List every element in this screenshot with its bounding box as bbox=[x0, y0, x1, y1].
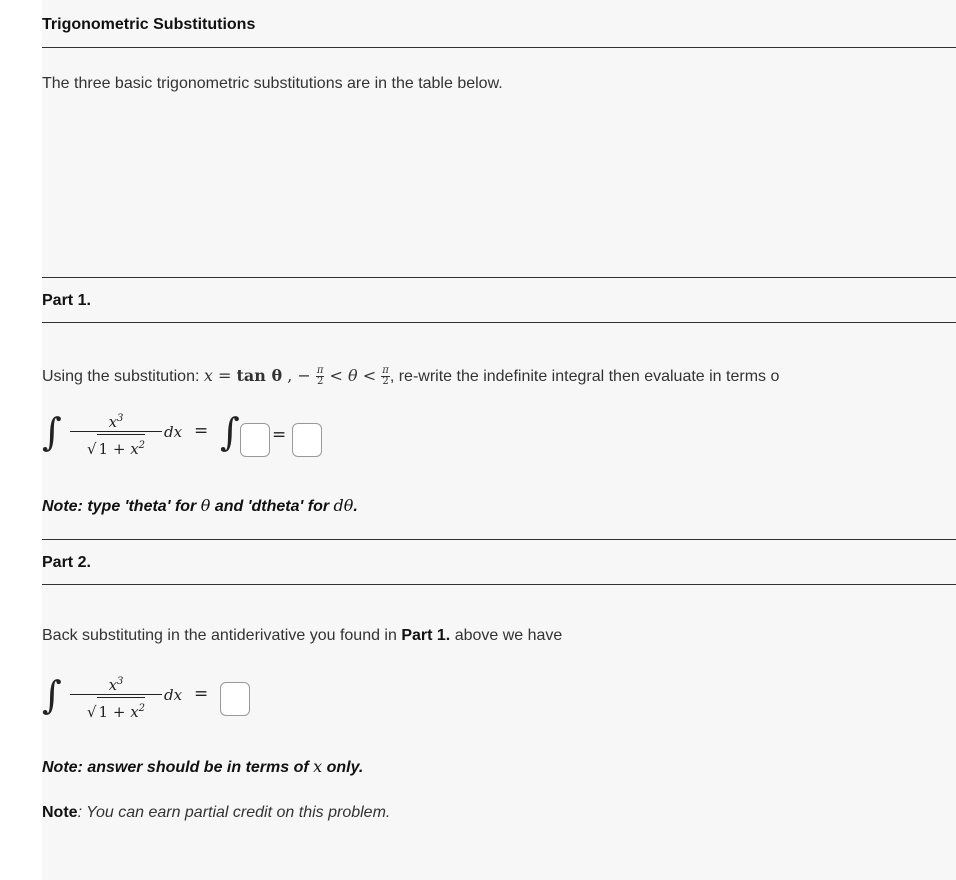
integrand-denominator-2: √ $1 + x^2$ bbox=[70, 697, 162, 721]
sub-range-prefix: , − bbox=[282, 366, 316, 385]
part2-text-bold: Part 1. bbox=[401, 627, 451, 644]
equals-sign-2: = bbox=[194, 684, 209, 704]
pi-over-2-right bbox=[381, 366, 390, 387]
pi-num: π bbox=[316, 365, 324, 377]
pi-den-2: 2 bbox=[382, 376, 389, 388]
note1-dtheta: dθ bbox=[333, 496, 354, 515]
note2-end: only. bbox=[322, 759, 364, 776]
sub-x: x bbox=[203, 366, 213, 385]
footer-note-label: Note bbox=[42, 804, 78, 821]
fraction-bar-2 bbox=[70, 694, 162, 695]
integrand-numerator bbox=[70, 405, 162, 429]
integrand-denominator: √ $1 + x^2$ bbox=[70, 434, 162, 458]
num-exp: 3 bbox=[117, 413, 124, 424]
mid-equals-sign: = bbox=[272, 425, 287, 445]
part1-integral bbox=[42, 405, 362, 465]
theta-range: < θ < bbox=[324, 366, 382, 385]
part1-text-before: Using the substitution: bbox=[42, 368, 204, 385]
part1-top-divider bbox=[42, 277, 956, 278]
num-exp-2: 3 bbox=[117, 676, 124, 687]
part2-top-divider bbox=[42, 539, 956, 540]
part1-text-after: , re-write the indefinite integral then evaluate in terms o bbox=[389, 368, 780, 385]
den-exp-2: 2 bbox=[138, 703, 146, 714]
note1-middle: and 'dtheta' for bbox=[210, 498, 334, 515]
part1-title: Part 1. bbox=[42, 292, 91, 309]
pi-num-2: π bbox=[382, 365, 389, 377]
partial-credit-note bbox=[42, 804, 390, 822]
part2-text-after: above we have bbox=[450, 627, 563, 644]
integrand-numerator-2 bbox=[70, 668, 162, 692]
note1-end: . bbox=[353, 498, 358, 515]
fraction-bar bbox=[70, 431, 162, 432]
integrand-answer-input[interactable] bbox=[240, 423, 270, 457]
den-var-2: x bbox=[130, 703, 139, 721]
note1-prefix: Note: type 'theta' for bbox=[42, 498, 201, 515]
integrand-fraction bbox=[70, 405, 162, 458]
part1-note bbox=[42, 496, 358, 516]
sqrt-radicand-2 bbox=[97, 697, 146, 723]
final-answer-input[interactable] bbox=[220, 682, 250, 716]
sub-eq: = bbox=[212, 366, 237, 385]
intro-text: The three basic trigonometric substitutions are in the table below. bbox=[42, 75, 503, 92]
antiderivative-answer-input[interactable] bbox=[292, 423, 322, 457]
den-var: x bbox=[130, 440, 139, 458]
equals-sign: = bbox=[194, 421, 209, 441]
part1-instructions bbox=[42, 366, 779, 387]
den-exp: 2 bbox=[138, 440, 146, 451]
note2-x: x bbox=[313, 757, 323, 776]
note2-prefix: Note: answer should be in terms of bbox=[42, 759, 314, 776]
integrand-fraction-2 bbox=[70, 668, 162, 721]
title-divider bbox=[42, 47, 956, 48]
dx-label-2: dx bbox=[164, 686, 183, 704]
part2-note bbox=[42, 757, 363, 777]
part2-instructions bbox=[42, 627, 562, 645]
den-prefix-2: 1 + bbox=[98, 703, 131, 721]
num-base-2: x bbox=[108, 676, 118, 694]
page-title: Trigonometric Substitutions bbox=[42, 16, 256, 33]
num-base: x bbox=[108, 413, 118, 431]
integral-sign: ∫ bbox=[42, 410, 62, 454]
integral-sign-2: ∫ bbox=[220, 410, 240, 454]
den-prefix: 1 + bbox=[98, 440, 131, 458]
footer-note-text: : You can earn partial credit on this problem. bbox=[77, 804, 391, 821]
part2-text-before: Back substituting in the antiderivative you found in bbox=[42, 627, 402, 644]
part2-title: Part 2. bbox=[42, 554, 91, 571]
pi-den: 2 bbox=[316, 376, 324, 388]
part1-bottom-divider bbox=[42, 322, 956, 323]
note1-theta: θ bbox=[200, 496, 211, 515]
sqrt-radicand bbox=[97, 434, 146, 460]
dx-label: dx bbox=[164, 423, 183, 441]
sub-tan: tan θ bbox=[236, 366, 283, 385]
part2-integral bbox=[42, 668, 282, 728]
part2-bottom-divider bbox=[42, 584, 956, 585]
integral-sign-3: ∫ bbox=[42, 673, 62, 717]
